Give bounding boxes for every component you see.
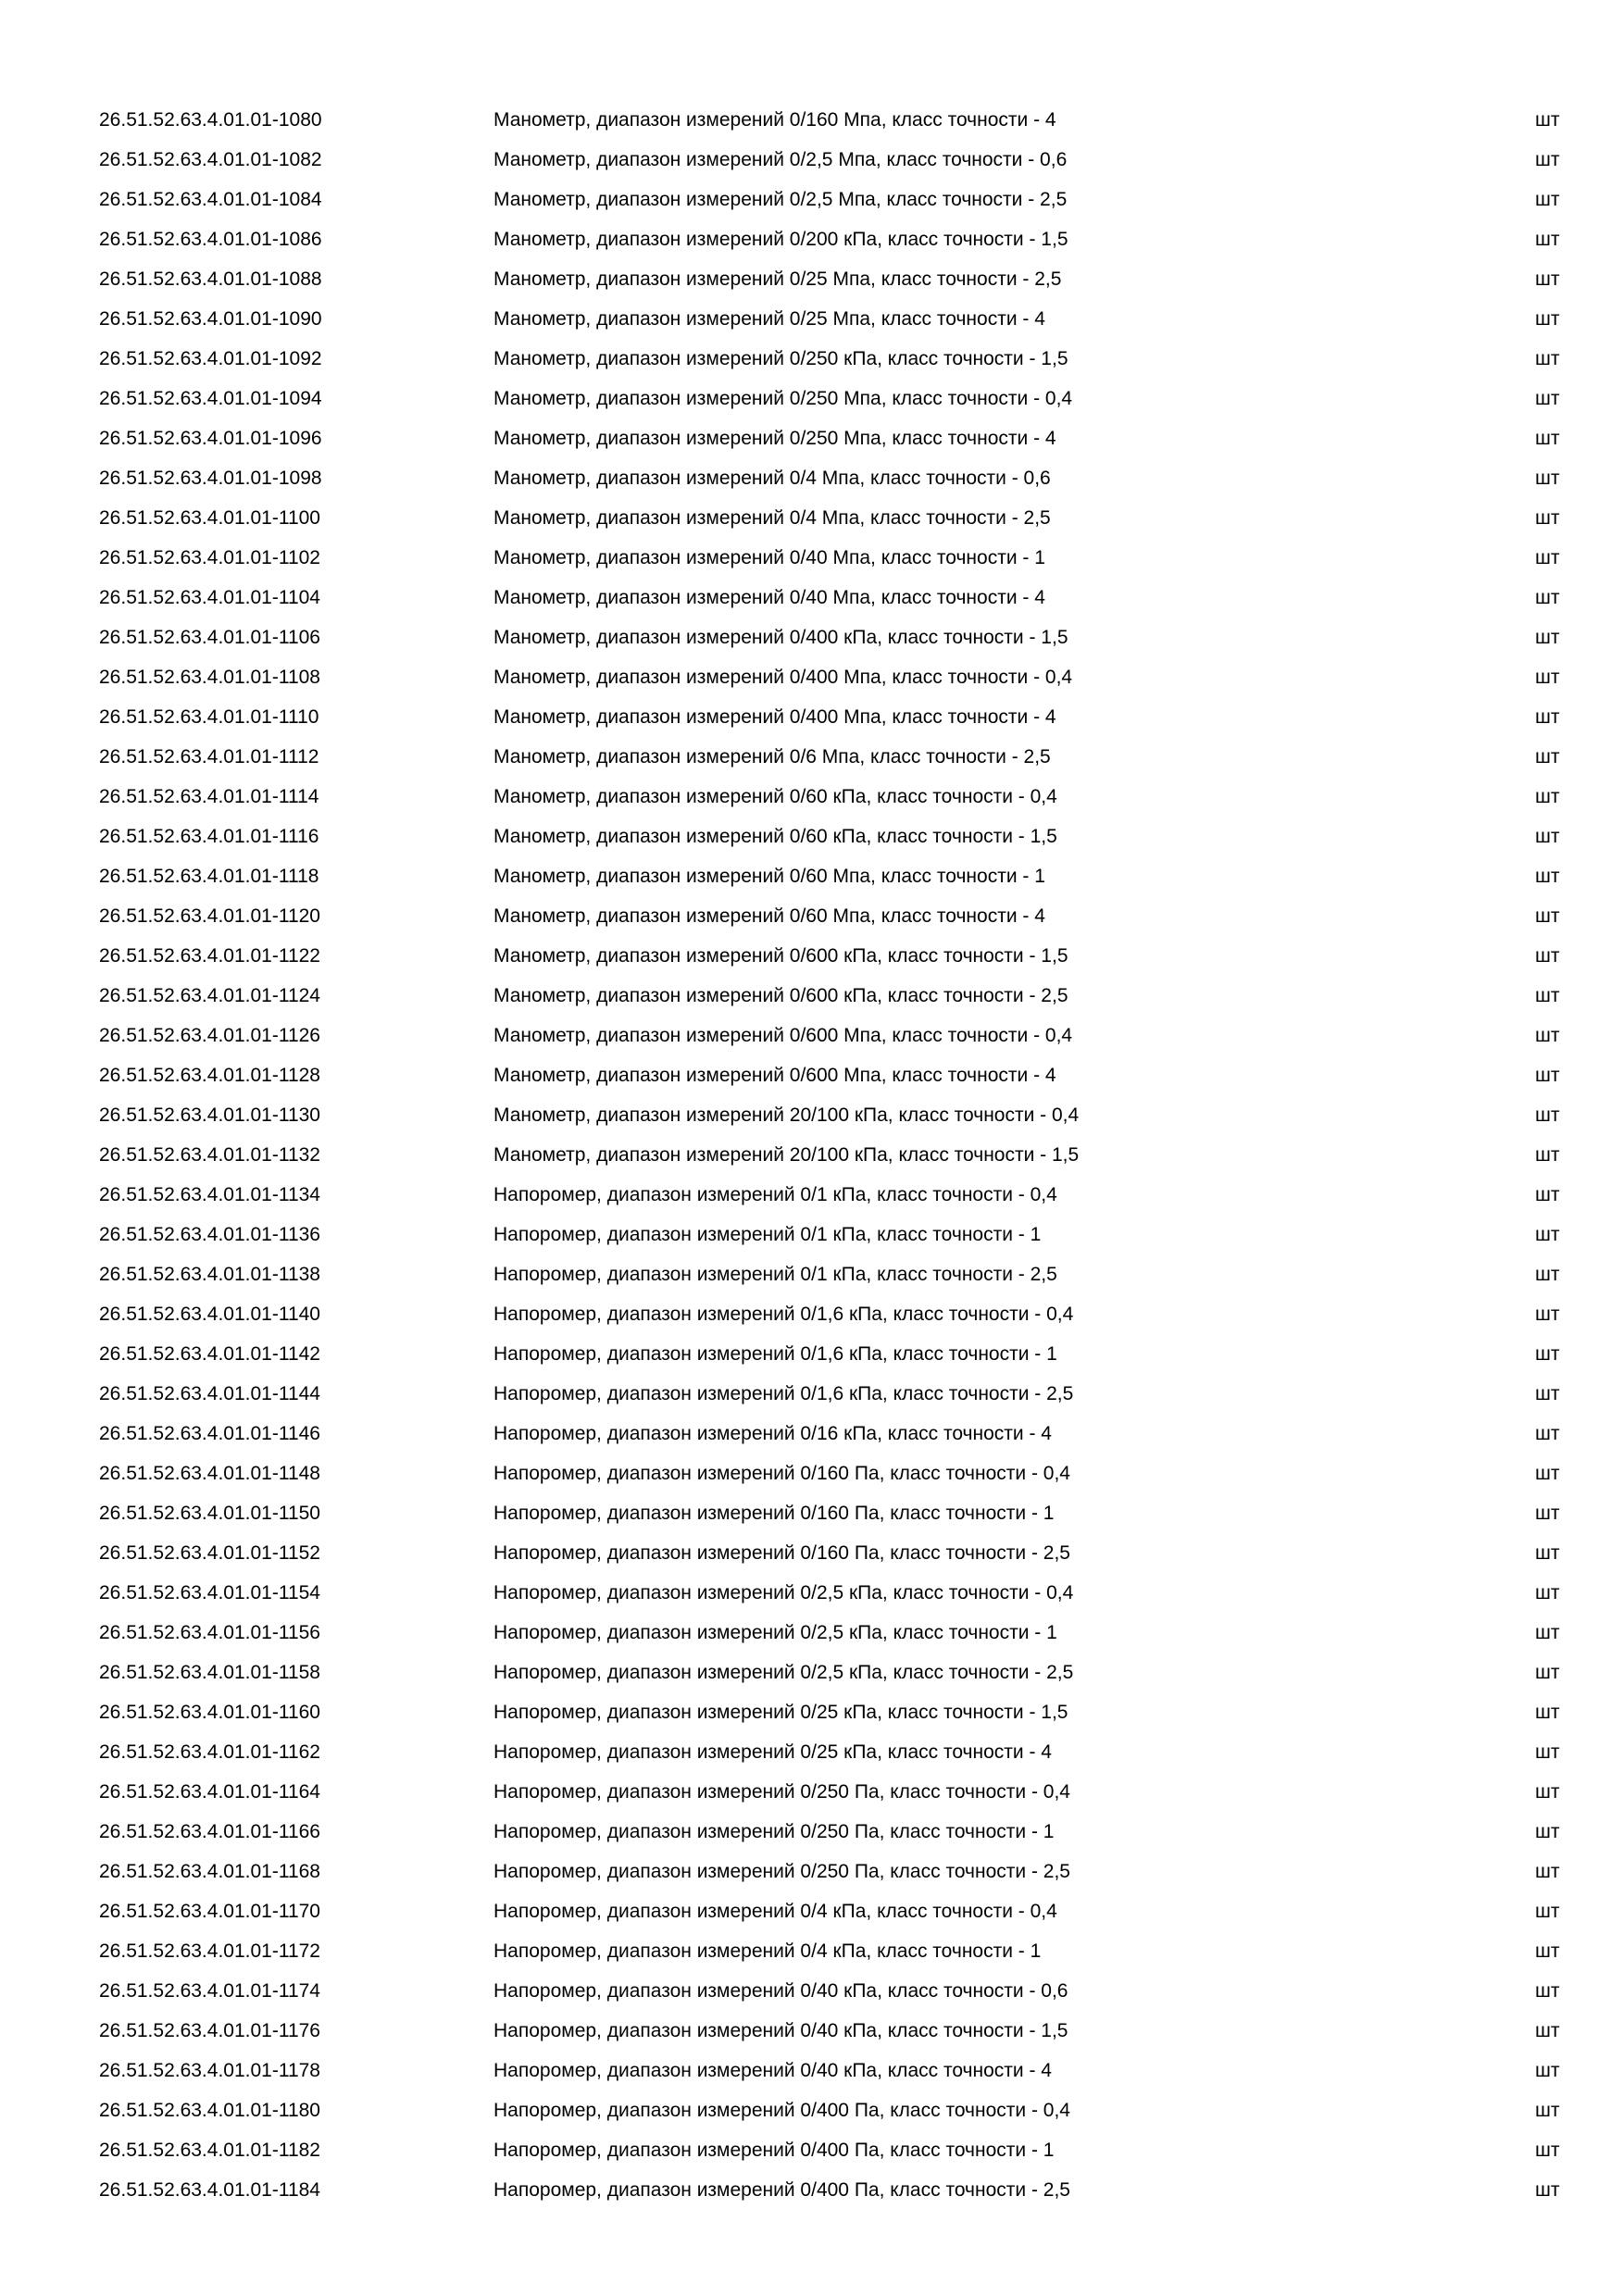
table-row bbox=[0, 657, 1624, 697]
item-unit: шт bbox=[1535, 1503, 1560, 1524]
table-row bbox=[0, 2051, 1624, 2090]
table-row bbox=[0, 180, 1624, 219]
item-code: 26.51.52.63.4.01.01-1096 bbox=[99, 428, 322, 449]
item-code: 26.51.52.63.4.01.01-1168 bbox=[99, 1861, 320, 1882]
item-description: Манометр, диапазон измерений 0/40 Мпа, класс точности - 4 bbox=[493, 587, 1045, 608]
table-row bbox=[0, 2090, 1624, 2130]
table-row bbox=[0, 2130, 1624, 2170]
item-unit: шт bbox=[1535, 706, 1560, 728]
table-row bbox=[0, 140, 1624, 180]
item-unit: шт bbox=[1535, 587, 1560, 608]
table-row bbox=[0, 538, 1624, 578]
item-unit: шт bbox=[1535, 786, 1560, 807]
item-description: Напоромер, диапазон измерений 0/2,5 кПа, класс точности - 1 bbox=[493, 1622, 1057, 1643]
item-unit: шт bbox=[1535, 1781, 1560, 1803]
item-code: 26.51.52.63.4.01.01-1090 bbox=[99, 308, 322, 330]
item-unit: шт bbox=[1535, 1662, 1560, 1683]
item-code: 26.51.52.63.4.01.01-1110 bbox=[99, 706, 319, 728]
item-description: Напоромер, диапазон измерений 0/4 кПа, класс точности - 1 bbox=[493, 1940, 1042, 1962]
item-description: Манометр, диапазон измерений 0/40 Мпа, класс точности - 1 bbox=[493, 547, 1045, 568]
item-code: 26.51.52.63.4.01.01-1152 bbox=[99, 1542, 320, 1564]
item-description: Манометр, диапазон измерений 0/60 кПа, класс точности - 1,5 bbox=[493, 826, 1057, 847]
item-unit: шт bbox=[1535, 1383, 1560, 1404]
item-code: 26.51.52.63.4.01.01-1080 bbox=[99, 109, 322, 131]
item-code: 26.51.52.63.4.01.01-1170 bbox=[99, 1901, 320, 1922]
table-row bbox=[0, 1732, 1624, 1772]
item-description: Манометр, диапазон измерений 0/250 кПа, класс точности - 1,5 bbox=[493, 348, 1068, 369]
item-description: Манометр, диапазон измерений 0/250 Мпа, класс точности - 4 bbox=[493, 428, 1056, 449]
item-unit: шт bbox=[1535, 1940, 1560, 1962]
item-unit: шт bbox=[1535, 189, 1560, 210]
table-row bbox=[0, 1215, 1624, 1254]
item-description: Манометр, диапазон измерений 0/60 кПа, класс точности - 0,4 bbox=[493, 786, 1057, 807]
item-description: Напоромер, диапазон измерений 0/16 кПа, класс точности - 4 bbox=[493, 1423, 1052, 1444]
item-code: 26.51.52.63.4.01.01-1114 bbox=[99, 786, 319, 807]
item-code: 26.51.52.63.4.01.01-1162 bbox=[99, 1741, 320, 1763]
item-description: Манометр, диапазон измерений 0/600 кПа, класс точности - 1,5 bbox=[493, 945, 1068, 967]
item-description: Напоромер, диапазон измерений 0/40 кПа, класс точности - 1,5 bbox=[493, 2020, 1068, 2041]
item-code: 26.51.52.63.4.01.01-1148 bbox=[99, 1463, 320, 1484]
item-unit: шт bbox=[1535, 1861, 1560, 1882]
item-description: Напоромер, диапазон измерений 0/2,5 кПа, класс точности - 0,4 bbox=[493, 1582, 1074, 1603]
table-row bbox=[0, 1573, 1624, 1613]
item-unit: шт bbox=[1535, 1184, 1560, 1205]
item-code: 26.51.52.63.4.01.01-1172 bbox=[99, 1940, 320, 1962]
item-code: 26.51.52.63.4.01.01-1116 bbox=[99, 826, 319, 847]
table-row bbox=[0, 418, 1624, 458]
table-row bbox=[0, 618, 1624, 657]
table-row bbox=[0, 856, 1624, 896]
table-row bbox=[0, 777, 1624, 817]
table-row bbox=[0, 817, 1624, 856]
item-code: 26.51.52.63.4.01.01-1178 bbox=[99, 2060, 320, 2081]
table-row bbox=[0, 1454, 1624, 1493]
item-description: Напоромер, диапазон измерений 0/250 Па, класс точности - 2,5 bbox=[493, 1861, 1070, 1882]
item-description: Манометр, диапазон измерений 0/400 Мпа, класс точности - 0,4 bbox=[493, 667, 1073, 688]
item-description: Манометр, диапазон измерений 0/4 Мпа, класс точности - 2,5 bbox=[493, 507, 1051, 529]
item-unit: шт bbox=[1535, 1104, 1560, 1126]
item-unit: шт bbox=[1535, 1463, 1560, 1484]
item-description: Манометр, диапазон измерений 0/600 кПа, класс точности - 2,5 bbox=[493, 985, 1068, 1006]
item-description: Манометр, диапазон измерений 0/400 кПа, класс точности - 1,5 bbox=[493, 627, 1068, 648]
item-code: 26.51.52.63.4.01.01-1108 bbox=[99, 667, 320, 688]
item-description: Манометр, диапазон измерений 0/25 Мпа, класс точности - 2,5 bbox=[493, 268, 1062, 290]
item-unit: шт bbox=[1535, 1224, 1560, 1245]
table-row bbox=[0, 1374, 1624, 1414]
item-unit: шт bbox=[1535, 468, 1560, 489]
item-unit: шт bbox=[1535, 1980, 1560, 2002]
item-code: 26.51.52.63.4.01.01-1092 bbox=[99, 348, 322, 369]
table-row bbox=[0, 1613, 1624, 1653]
table-row bbox=[0, 1254, 1624, 1294]
item-unit: шт bbox=[1535, 547, 1560, 568]
item-code: 26.51.52.63.4.01.01-1164 bbox=[99, 1781, 320, 1803]
item-code: 26.51.52.63.4.01.01-1084 bbox=[99, 189, 322, 210]
table-row bbox=[0, 697, 1624, 737]
table-row bbox=[0, 299, 1624, 339]
item-code: 26.51.52.63.4.01.01-1130 bbox=[99, 1104, 320, 1126]
item-code: 26.51.52.63.4.01.01-1082 bbox=[99, 149, 322, 170]
item-description: Напоромер, диапазон измерений 0/250 Па, класс точности - 1 bbox=[493, 1821, 1055, 1842]
item-unit: шт bbox=[1535, 1821, 1560, 1842]
item-unit: шт bbox=[1535, 746, 1560, 767]
item-unit: шт bbox=[1535, 1542, 1560, 1564]
table-row bbox=[0, 458, 1624, 498]
item-code: 26.51.52.63.4.01.01-1124 bbox=[99, 985, 320, 1006]
item-description: Напоромер, диапазон измерений 0/40 кПа, класс точности - 0,6 bbox=[493, 1980, 1068, 2002]
table-row bbox=[0, 1971, 1624, 2011]
item-code: 26.51.52.63.4.01.01-1106 bbox=[99, 627, 320, 648]
item-description: Напоромер, диапазон измерений 0/2,5 кПа, класс точности - 2,5 bbox=[493, 1662, 1074, 1683]
table-row bbox=[0, 1016, 1624, 1055]
item-code: 26.51.52.63.4.01.01-1156 bbox=[99, 1622, 320, 1643]
item-code: 26.51.52.63.4.01.01-1086 bbox=[99, 229, 322, 250]
item-description: Напоромер, диапазон измерений 0/160 Па, класс точности - 2,5 bbox=[493, 1542, 1070, 1564]
table-row bbox=[0, 379, 1624, 418]
item-description: Манометр, диапазон измерений 0/2,5 Мпа, класс точности - 2,5 bbox=[493, 189, 1068, 210]
item-description: Напоромер, диапазон измерений 0/1 кПа, класс точности - 1 bbox=[493, 1224, 1042, 1245]
item-description: Напоромер, диапазон измерений 0/1,6 кПа, класс точности - 2,5 bbox=[493, 1383, 1074, 1404]
item-code: 26.51.52.63.4.01.01-1138 bbox=[99, 1264, 320, 1285]
item-description: Манометр, диапазон измерений 0/250 Мпа, класс точности - 0,4 bbox=[493, 388, 1073, 409]
item-unit: шт bbox=[1535, 1741, 1560, 1763]
item-description: Напоромер, диапазон измерений 0/25 кПа, класс точности - 1,5 bbox=[493, 1702, 1068, 1723]
item-unit: шт bbox=[1535, 1423, 1560, 1444]
table-row bbox=[0, 1812, 1624, 1852]
table-row bbox=[0, 1135, 1624, 1175]
item-code: 26.51.52.63.4.01.01-1126 bbox=[99, 1025, 320, 1046]
item-code: 26.51.52.63.4.01.01-1144 bbox=[99, 1383, 320, 1404]
item-code: 26.51.52.63.4.01.01-1098 bbox=[99, 468, 322, 489]
item-unit: шт bbox=[1535, 1901, 1560, 1922]
table-row bbox=[0, 2011, 1624, 2051]
item-code: 26.51.52.63.4.01.01-1146 bbox=[99, 1423, 320, 1444]
item-unit: шт bbox=[1535, 985, 1560, 1006]
item-unit: шт bbox=[1535, 1025, 1560, 1046]
item-code: 26.51.52.63.4.01.01-1174 bbox=[99, 1980, 320, 2002]
table-row bbox=[0, 1533, 1624, 1573]
item-description: Манометр, диапазон измерений 0/4 Мпа, класс точности - 0,6 bbox=[493, 468, 1051, 489]
item-unit: шт bbox=[1535, 2100, 1560, 2121]
table-row bbox=[0, 1852, 1624, 1891]
item-code: 26.51.52.63.4.01.01-1150 bbox=[99, 1503, 320, 1524]
table-row bbox=[0, 578, 1624, 618]
item-code: 26.51.52.63.4.01.01-1128 bbox=[99, 1065, 320, 1086]
item-unit: шт bbox=[1535, 348, 1560, 369]
item-description: Напоромер, диапазон измерений 0/160 Па, класс точности - 1 bbox=[493, 1503, 1055, 1524]
table-row bbox=[0, 1294, 1624, 1334]
table-row bbox=[0, 1334, 1624, 1374]
item-code: 26.51.52.63.4.01.01-1136 bbox=[99, 1224, 320, 1245]
item-code: 26.51.52.63.4.01.01-1180 bbox=[99, 2100, 320, 2121]
item-unit: шт bbox=[1535, 2060, 1560, 2081]
table-row bbox=[0, 219, 1624, 259]
item-description: Напоромер, диапазон измерений 0/1,6 кПа, класс точности - 0,4 bbox=[493, 1304, 1074, 1325]
item-description: Напоромер, диапазон измерений 0/400 Па, класс точности - 1 bbox=[493, 2140, 1055, 2161]
item-description: Напоромер, диапазон измерений 0/250 Па, класс точности - 0,4 bbox=[493, 1781, 1070, 1803]
table-row bbox=[0, 1175, 1624, 1215]
item-description: Манометр, диапазон измерений 0/60 Мпа, класс точности - 1 bbox=[493, 866, 1045, 887]
item-description: Напоромер, диапазон измерений 0/40 кПа, класс точности - 4 bbox=[493, 2060, 1052, 2081]
item-description: Напоромер, диапазон измерений 0/1,6 кПа, класс точности - 1 bbox=[493, 1343, 1057, 1365]
item-description: Манометр, диапазон измерений 0/6 Мпа, класс точности - 2,5 bbox=[493, 746, 1051, 767]
item-unit: шт bbox=[1535, 627, 1560, 648]
item-code: 26.51.52.63.4.01.01-1176 bbox=[99, 2020, 320, 2041]
table-row bbox=[0, 976, 1624, 1016]
table-row bbox=[0, 100, 1624, 140]
item-code: 26.51.52.63.4.01.01-1088 bbox=[99, 268, 322, 290]
item-unit: шт bbox=[1535, 1622, 1560, 1643]
item-unit: шт bbox=[1535, 2179, 1560, 2201]
item-unit: шт bbox=[1535, 1582, 1560, 1603]
item-unit: шт bbox=[1535, 1702, 1560, 1723]
item-description: Манометр, диапазон измерений 0/2,5 Мпа, класс точности - 0,6 bbox=[493, 149, 1068, 170]
item-description: Напоромер, диапазон измерений 0/400 Па, класс точности - 0,4 bbox=[493, 2100, 1070, 2121]
item-unit: шт bbox=[1535, 667, 1560, 688]
table-row bbox=[0, 259, 1624, 299]
table-row bbox=[0, 1931, 1624, 1971]
item-description: Манометр, диапазон измерений 0/25 Мпа, класс точности - 4 bbox=[493, 308, 1045, 330]
item-unit: шт bbox=[1535, 866, 1560, 887]
item-description: Манометр, диапазон измерений 0/400 Мпа, класс точности - 4 bbox=[493, 706, 1056, 728]
item-unit: шт bbox=[1535, 1343, 1560, 1365]
item-code: 26.51.52.63.4.01.01-1140 bbox=[99, 1304, 320, 1325]
table-row bbox=[0, 1414, 1624, 1454]
item-description: Манометр, диапазон измерений 0/600 Мпа, класс точности - 4 bbox=[493, 1065, 1056, 1086]
table-row bbox=[0, 2170, 1624, 2210]
table-row bbox=[0, 737, 1624, 777]
item-code: 26.51.52.63.4.01.01-1094 bbox=[99, 388, 322, 409]
item-unit: шт bbox=[1535, 428, 1560, 449]
item-unit: шт bbox=[1535, 229, 1560, 250]
item-code: 26.51.52.63.4.01.01-1112 bbox=[99, 746, 319, 767]
item-code: 26.51.52.63.4.01.01-1158 bbox=[99, 1662, 320, 1683]
item-unit: шт bbox=[1535, 1065, 1560, 1086]
item-code: 26.51.52.63.4.01.01-1182 bbox=[99, 2140, 320, 2161]
item-code: 26.51.52.63.4.01.01-1132 bbox=[99, 1144, 320, 1166]
item-unit: шт bbox=[1535, 507, 1560, 529]
item-code: 26.51.52.63.4.01.01-1166 bbox=[99, 1821, 320, 1842]
item-unit: шт bbox=[1535, 1304, 1560, 1325]
item-description: Напоромер, диапазон измерений 0/160 Па, класс точности - 0,4 bbox=[493, 1463, 1070, 1484]
item-code: 26.51.52.63.4.01.01-1134 bbox=[99, 1184, 320, 1205]
item-description: Напоромер, диапазон измерений 0/25 кПа, класс точности - 4 bbox=[493, 1741, 1052, 1763]
item-description: Манометр, диапазон измерений 0/160 Мпа, класс точности - 4 bbox=[493, 109, 1056, 131]
item-unit: шт bbox=[1535, 268, 1560, 290]
item-description: Манометр, диапазон измерений 20/100 кПа, класс точности - 1,5 bbox=[493, 1144, 1080, 1166]
item-unit: шт bbox=[1535, 1144, 1560, 1166]
item-description: Манометр, диапазон измерений 0/200 кПа, класс точности - 1,5 bbox=[493, 229, 1068, 250]
item-code: 26.51.52.63.4.01.01-1122 bbox=[99, 945, 320, 967]
item-code: 26.51.52.63.4.01.01-1120 bbox=[99, 905, 320, 927]
item-code: 26.51.52.63.4.01.01-1154 bbox=[99, 1582, 320, 1603]
table-row bbox=[0, 1493, 1624, 1533]
item-unit: шт bbox=[1535, 2140, 1560, 2161]
table-row bbox=[0, 1891, 1624, 1931]
table-row bbox=[0, 1055, 1624, 1095]
item-unit: шт bbox=[1535, 945, 1560, 967]
table-row bbox=[0, 1095, 1624, 1135]
item-description: Напоромер, диапазон измерений 0/400 Па, класс точности - 2,5 bbox=[493, 2179, 1070, 2201]
table-row bbox=[0, 339, 1624, 379]
item-description: Манометр, диапазон измерений 20/100 кПа, класс точности - 0,4 bbox=[493, 1104, 1080, 1126]
table-row bbox=[0, 1692, 1624, 1732]
table-row bbox=[0, 896, 1624, 936]
item-code: 26.51.52.63.4.01.01-1102 bbox=[99, 547, 320, 568]
item-description: Напоромер, диапазон измерений 0/1 кПа, класс точности - 0,4 bbox=[493, 1184, 1057, 1205]
item-unit: шт bbox=[1535, 149, 1560, 170]
item-unit: шт bbox=[1535, 109, 1560, 131]
item-unit: шт bbox=[1535, 308, 1560, 330]
item-unit: шт bbox=[1535, 826, 1560, 847]
table-row bbox=[0, 1772, 1624, 1812]
item-code: 26.51.52.63.4.01.01-1142 bbox=[99, 1343, 320, 1365]
item-description: Манометр, диапазон измерений 0/60 Мпа, класс точности - 4 bbox=[493, 905, 1045, 927]
item-code: 26.51.52.63.4.01.01-1184 bbox=[99, 2179, 320, 2201]
item-unit: шт bbox=[1535, 1264, 1560, 1285]
item-code: 26.51.52.63.4.01.01-1104 bbox=[99, 587, 320, 608]
item-description: Напоромер, диапазон измерений 0/4 кПа, класс точности - 0,4 bbox=[493, 1901, 1057, 1922]
table-row bbox=[0, 1653, 1624, 1692]
item-unit: шт bbox=[1535, 905, 1560, 927]
item-code: 26.51.52.63.4.01.01-1118 bbox=[99, 866, 319, 887]
item-description: Напоромер, диапазон измерений 0/1 кПа, класс точности - 2,5 bbox=[493, 1264, 1057, 1285]
item-code: 26.51.52.63.4.01.01-1160 bbox=[99, 1702, 320, 1723]
table-row bbox=[0, 498, 1624, 538]
item-code: 26.51.52.63.4.01.01-1100 bbox=[99, 507, 320, 529]
item-description: Манометр, диапазон измерений 0/600 Мпа, класс точности - 0,4 bbox=[493, 1025, 1073, 1046]
price-list-table bbox=[0, 100, 1624, 2210]
item-unit: шт bbox=[1535, 2020, 1560, 2041]
item-unit: шт bbox=[1535, 388, 1560, 409]
table-row bbox=[0, 936, 1624, 976]
